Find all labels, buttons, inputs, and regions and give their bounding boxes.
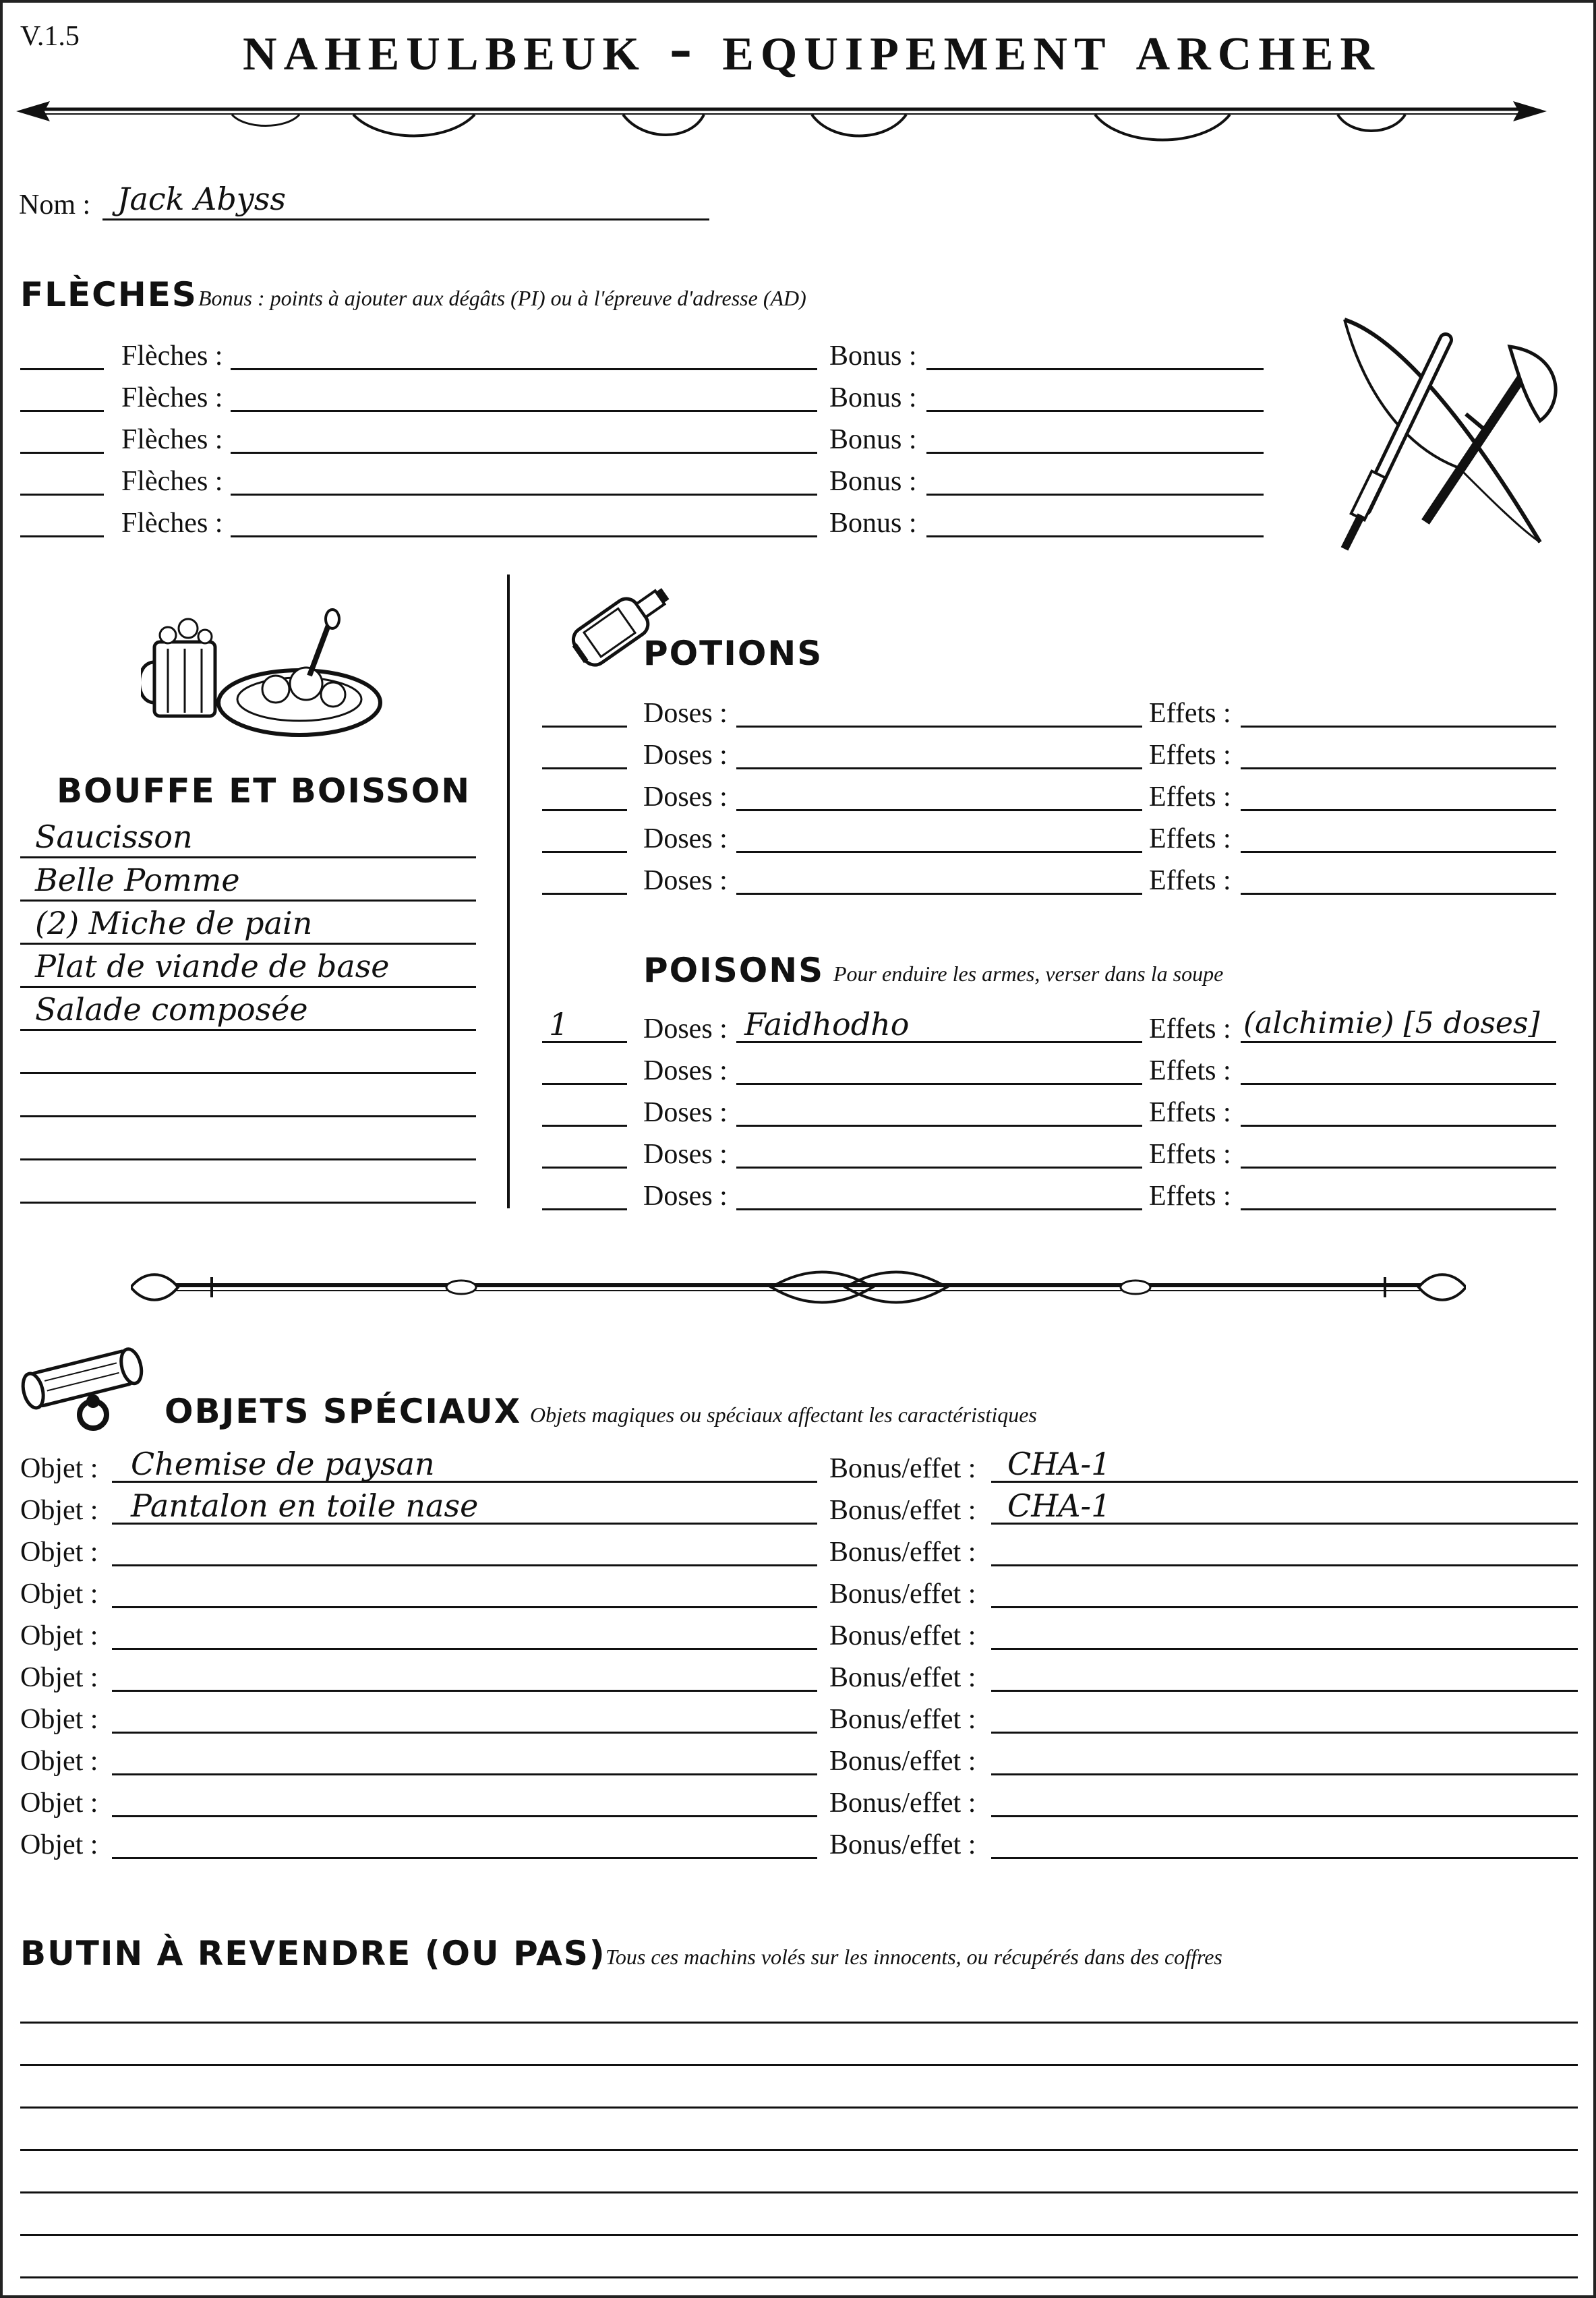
poisons-doses-line[interactable]	[736, 1167, 1142, 1169]
arrow-divider-icon	[16, 89, 1547, 150]
objet-line[interactable]	[112, 1481, 817, 1483]
poisons-effets-value[interactable]: (alchimie) [5 doses]	[1243, 1006, 1540, 1040]
poisons-doses-line[interactable]	[736, 1083, 1142, 1085]
page-title: naheulbeuk - equipement archer	[243, 9, 1381, 84]
poisons-qty-line[interactable]	[542, 1083, 627, 1085]
objet-label: Objet :	[20, 1495, 98, 1526]
objet-line[interactable]	[112, 1690, 817, 1692]
potions-qty-line[interactable]	[542, 851, 627, 853]
objet-bonus-line[interactable]	[991, 1606, 1578, 1608]
objet-bonus-label: Bonus/effet :	[829, 1453, 976, 1484]
bouffe-item[interactable]: Plat de viande de base	[35, 948, 390, 984]
potions-effets-line[interactable]	[1241, 851, 1556, 853]
bouffe-line[interactable]	[20, 1158, 476, 1160]
objet-line[interactable]	[112, 1606, 817, 1608]
objets-note: Objets magiques ou spéciaux affectant les caractéristiques	[530, 1403, 1037, 1427]
fleches-label: Flèches :	[121, 466, 223, 497]
objet-label: Objet :	[20, 1579, 98, 1610]
objet-line[interactable]	[112, 1857, 817, 1859]
objet-bonus-label: Bonus/effet :	[829, 1662, 976, 1693]
objet-label: Objet :	[20, 1537, 98, 1568]
fleches-qty-line[interactable]	[20, 368, 104, 370]
fleches-qty-line[interactable]	[20, 452, 104, 454]
poisons-effets-label: Effets :	[1149, 1013, 1231, 1044]
bouffe-item[interactable]: Belle Pomme	[35, 862, 240, 898]
bouffe-item[interactable]: Salade composée	[35, 991, 308, 1028]
butin-line[interactable]	[20, 2064, 1578, 2066]
fleches-qty-line[interactable]	[20, 410, 104, 412]
objet-bonus-label: Bonus/effet :	[829, 1537, 976, 1568]
butin-line[interactable]	[20, 2022, 1578, 2024]
objet-label: Objet :	[20, 1662, 98, 1693]
bouffe-line[interactable]	[20, 856, 476, 858]
fleches-title: FLÈCHES	[20, 275, 198, 314]
objet-bonus-label: Bonus/effet :	[829, 1704, 976, 1735]
objet-value[interactable]: Pantalon en toile nase	[131, 1487, 479, 1524]
objet-bonus-line[interactable]	[991, 1481, 1578, 1483]
butin-line[interactable]	[20, 2234, 1578, 2236]
bouffe-title: BOUFFE ET BOISSON	[57, 771, 471, 811]
objet-bonus-line[interactable]	[991, 1564, 1578, 1566]
potions-doses-label: Doses :	[643, 740, 728, 771]
poisons-effets-label: Effets :	[1149, 1055, 1231, 1086]
objet-bonus-line[interactable]	[991, 1523, 1578, 1525]
bouffe-line[interactable]	[20, 986, 476, 988]
objet-label: Objet :	[20, 1746, 98, 1777]
potions-doses-line[interactable]	[736, 726, 1142, 728]
objet-line[interactable]	[112, 1523, 817, 1525]
fleches-bonus-line[interactable]	[926, 494, 1264, 496]
potions-doses-line[interactable]	[736, 851, 1142, 853]
objet-label: Objet :	[20, 1788, 98, 1819]
poisons-doses-label: Doses :	[643, 1097, 728, 1128]
potions-qty-line[interactable]	[542, 893, 627, 895]
fleches-bonus-line[interactable]	[926, 535, 1264, 537]
poisons-doses-label: Doses :	[643, 1181, 728, 1212]
fleches-bonus-line[interactable]	[926, 410, 1264, 412]
butin-title: BUTIN À REVENDRE (OU PAS)	[20, 1934, 606, 1973]
fleches-label: Flèches :	[121, 508, 223, 539]
objet-label: Objet :	[20, 1704, 98, 1735]
potions-doses-label: Doses :	[643, 698, 728, 729]
objet-line[interactable]	[112, 1773, 817, 1775]
fleches-field-line[interactable]	[231, 368, 817, 370]
objet-bonus-line[interactable]	[991, 1773, 1578, 1775]
fleches-bonus-label: Bonus :	[829, 466, 917, 497]
objet-bonus-line[interactable]	[991, 1815, 1578, 1817]
fleches-bonus-label: Bonus :	[829, 424, 917, 455]
bouffe-line[interactable]	[20, 1202, 476, 1204]
nom-value[interactable]: Jack Abyss	[117, 181, 286, 217]
poisons-effets-line[interactable]	[1241, 1041, 1556, 1043]
objet-bonus-line[interactable]	[991, 1648, 1578, 1650]
nom-label: Nom :	[19, 189, 91, 220]
poisons-qty-value[interactable]: 1	[549, 1006, 569, 1042]
poisons-effets-label: Effets :	[1149, 1139, 1231, 1170]
potions-doses-line[interactable]	[736, 809, 1142, 811]
potions-effets-line[interactable]	[1241, 809, 1556, 811]
poisons-doses-line[interactable]	[736, 1041, 1142, 1043]
poisons-effets-label: Effets :	[1149, 1181, 1231, 1212]
fleches-label: Flèches :	[121, 382, 223, 413]
objet-bonus-line[interactable]	[991, 1732, 1578, 1734]
potions-effets-label: Effets :	[1149, 698, 1231, 729]
potions-doses-label: Doses :	[643, 865, 728, 896]
objet-bonus-label: Bonus/effet :	[829, 1495, 976, 1526]
objet-label: Objet :	[20, 1620, 98, 1651]
objet-line[interactable]	[112, 1815, 817, 1817]
objet-line[interactable]	[112, 1732, 817, 1734]
objet-bonus-value[interactable]: CHA-1	[1007, 1446, 1111, 1482]
potions-qty-line[interactable]	[542, 726, 627, 728]
potions-title: POTIONS	[643, 634, 823, 673]
poisons-doses-line[interactable]	[736, 1208, 1142, 1210]
column-divider	[507, 574, 510, 1208]
fleches-label: Flèches :	[121, 424, 223, 455]
potions-doses-label: Doses :	[643, 823, 728, 854]
fleches-bonus-line[interactable]	[926, 452, 1264, 454]
bouffe-line[interactable]	[20, 1072, 476, 1074]
potions-doses-line[interactable]	[736, 767, 1142, 769]
fleches-bonus-line[interactable]	[926, 368, 1264, 370]
food-platter-icon	[141, 608, 384, 743]
butin-line[interactable]	[20, 2106, 1578, 2109]
objet-bonus-value[interactable]: CHA-1	[1007, 1487, 1111, 1524]
potions-doses-line[interactable]	[736, 893, 1142, 895]
fleches-bonus-label: Bonus :	[829, 382, 917, 413]
butin-line[interactable]	[20, 2149, 1578, 2151]
objet-value[interactable]: Chemise de paysan	[131, 1446, 435, 1482]
potions-effets-label: Effets :	[1149, 740, 1231, 771]
butin-line[interactable]	[20, 2276, 1578, 2278]
objet-line[interactable]	[112, 1648, 817, 1650]
poisons-qty-line[interactable]	[542, 1041, 627, 1043]
fleches-bonus-label: Bonus :	[829, 508, 917, 539]
potions-doses-label: Doses :	[643, 782, 728, 813]
objet-bonus-line[interactable]	[991, 1690, 1578, 1692]
fleches-field-line[interactable]	[231, 410, 817, 412]
fleches-bonus-label: Bonus :	[829, 341, 917, 372]
bouffe-item[interactable]: Saucisson	[35, 819, 193, 855]
poisons-effets-line[interactable]	[1241, 1083, 1556, 1085]
scroll-and-ring-icon	[19, 1340, 160, 1435]
objet-bonus-label: Bonus/effet :	[829, 1746, 976, 1777]
potions-effets-label: Effets :	[1149, 865, 1231, 896]
fleches-label: Flèches :	[121, 341, 223, 372]
poisons-doses-label: Doses :	[643, 1013, 728, 1044]
objet-bonus-label: Bonus/effet :	[829, 1579, 976, 1610]
potions-effets-label: Effets :	[1149, 823, 1231, 854]
poisons-effets-label: Effets :	[1149, 1097, 1231, 1128]
potions-effets-line[interactable]	[1241, 726, 1556, 728]
bouffe-item[interactable]: (2) Miche de pain	[35, 905, 313, 941]
poisons-note: Pour enduire les armes, verser dans la soupe	[833, 962, 1224, 986]
bouffe-line[interactable]	[20, 1029, 476, 1031]
objet-bonus-label: Bonus/effet :	[829, 1620, 976, 1651]
bouffe-line[interactable]	[20, 900, 476, 902]
potions-qty-line[interactable]	[542, 767, 627, 769]
potions-effets-line[interactable]	[1241, 893, 1556, 895]
poisons-doses-label: Doses :	[643, 1055, 728, 1086]
poisons-title: POISONS	[643, 951, 825, 990]
poisons-effets-line[interactable]	[1241, 1208, 1556, 1210]
objet-bonus-label: Bonus/effet :	[829, 1788, 976, 1819]
objet-bonus-label: Bonus/effet :	[829, 1829, 976, 1860]
potions-effets-line[interactable]	[1241, 767, 1556, 769]
potions-effets-label: Effets :	[1149, 782, 1231, 813]
fleches-qty-line[interactable]	[20, 494, 104, 496]
potions-qty-line[interactable]	[542, 809, 627, 811]
poisons-qty-line[interactable]	[542, 1167, 627, 1169]
objet-bonus-line[interactable]	[991, 1857, 1578, 1859]
poisons-doses-label: Doses :	[643, 1139, 728, 1170]
staff-divider-icon	[131, 1264, 1466, 1311]
butin-line[interactable]	[20, 2191, 1578, 2193]
fleches-field-line[interactable]	[231, 494, 817, 496]
fleches-note: Bonus : points à ajouter aux dégâts (PI) ou à l'épreuve d'adresse (AD)	[198, 286, 806, 310]
poisons-doses-value[interactable]: Faidhodho	[744, 1006, 910, 1042]
bouffe-line[interactable]	[20, 1115, 476, 1117]
version-label: V.1.5	[20, 21, 80, 52]
poisons-effets-line[interactable]	[1241, 1125, 1556, 1127]
objet-line[interactable]	[112, 1564, 817, 1566]
bouffe-line[interactable]	[20, 943, 476, 945]
nom-field-line[interactable]	[102, 218, 709, 220]
fleches-qty-line[interactable]	[20, 535, 104, 537]
butin-note: Tous ces machins volés sur les innocents, ou récupérés dans des coffres	[605, 1945, 1222, 1969]
poisons-qty-line[interactable]	[542, 1125, 627, 1127]
objet-label: Objet :	[20, 1829, 98, 1860]
fleches-field-line[interactable]	[231, 452, 817, 454]
poisons-effets-line[interactable]	[1241, 1167, 1556, 1169]
poisons-qty-line[interactable]	[542, 1208, 627, 1210]
objets-title: OBJETS SPÉCIAUX	[165, 1392, 522, 1431]
objet-label: Objet :	[20, 1453, 98, 1484]
crossed-weapons-icon	[1324, 313, 1580, 556]
fleches-field-line[interactable]	[231, 535, 817, 537]
poisons-doses-line[interactable]	[736, 1125, 1142, 1127]
